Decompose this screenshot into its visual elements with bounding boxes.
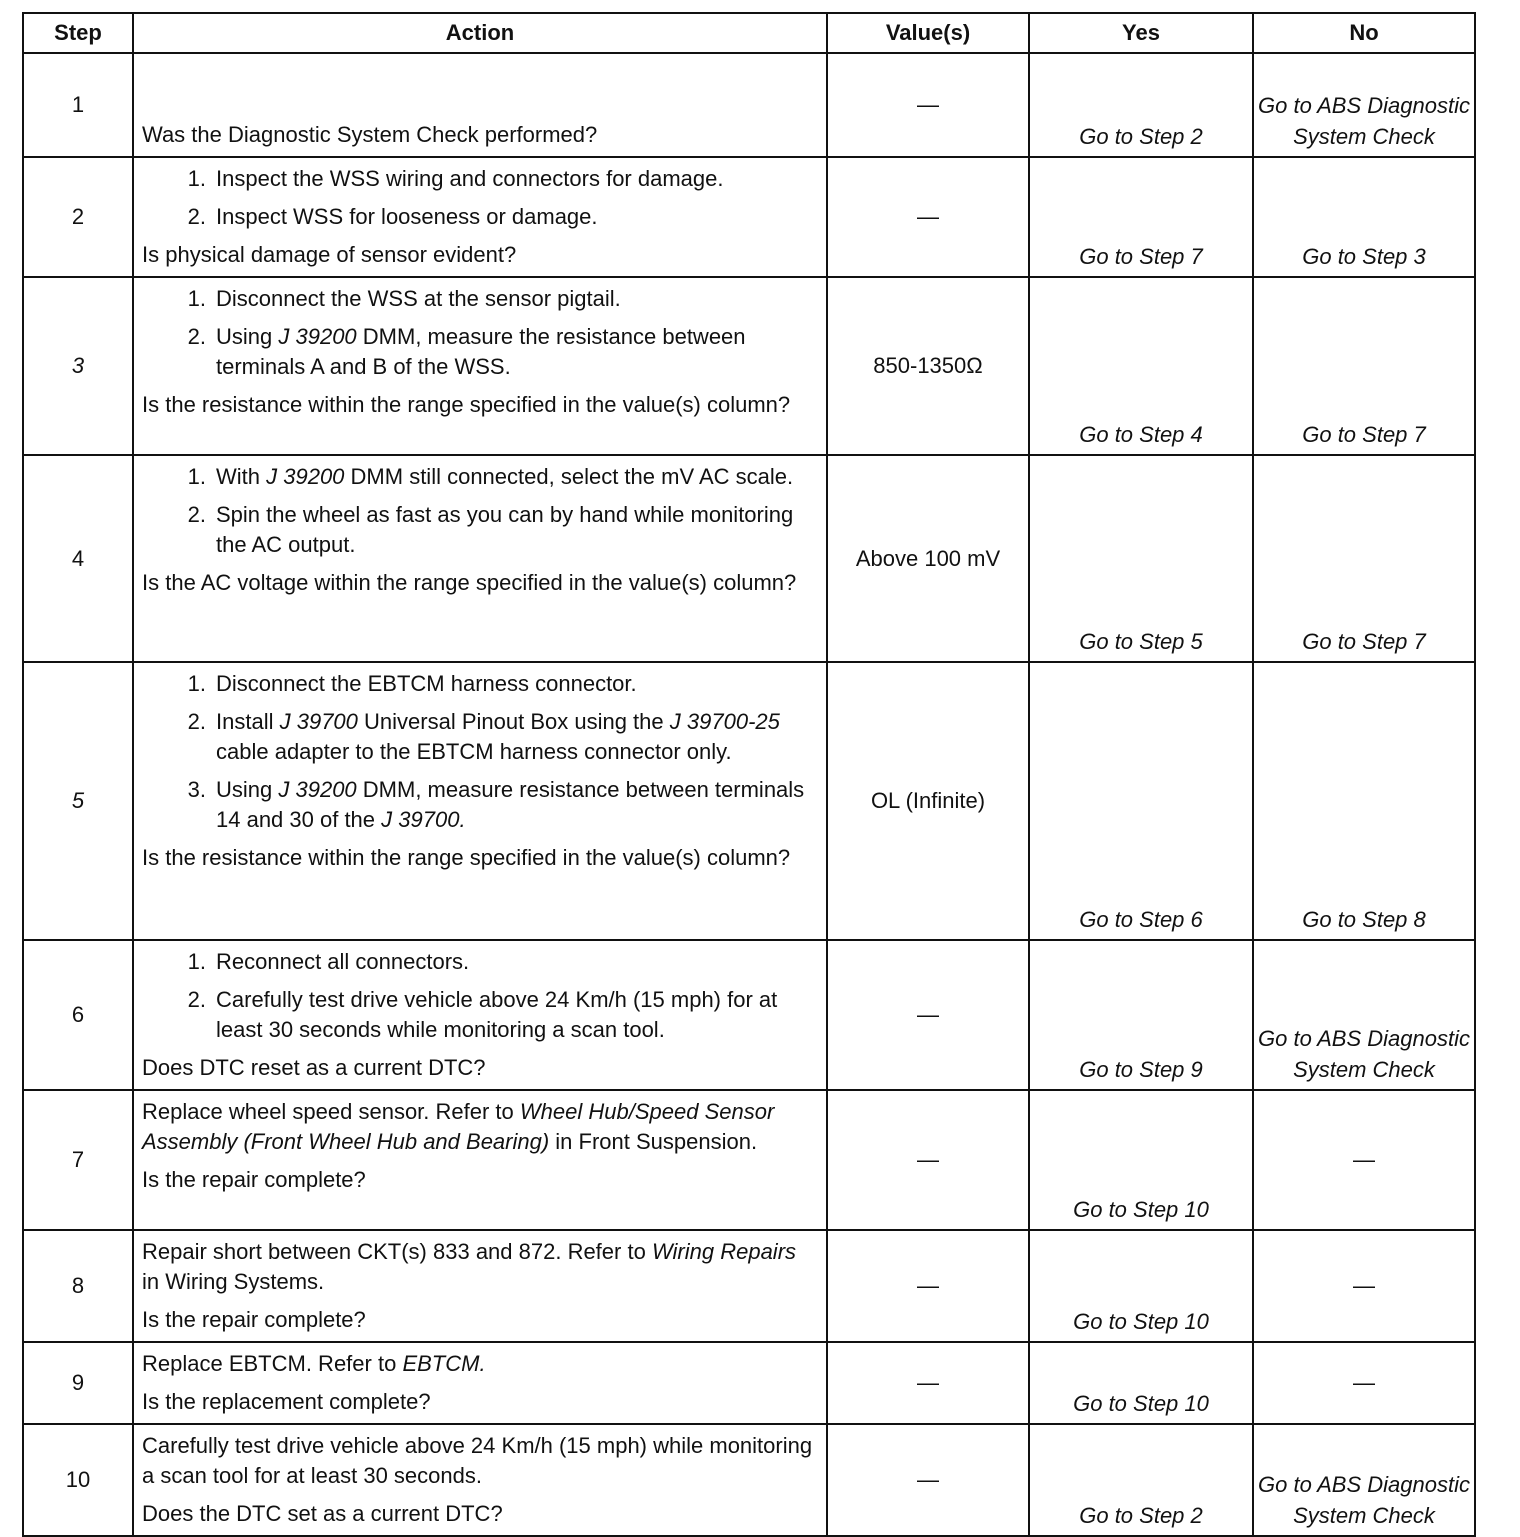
value-cell: 850-1350Ω — [827, 277, 1029, 455]
header-no: No — [1253, 13, 1475, 53]
step-question: Is the resistance within the range specified in the value(s) column? — [142, 845, 791, 870]
action-cell — [133, 940, 827, 1090]
step-question: Is the resistance within the range specified in the value(s) column? — [142, 392, 791, 417]
value-cell: — — [827, 1424, 1029, 1536]
value-cell: — — [827, 1090, 1029, 1230]
yes-link[interactable]: Go to Step 10 — [1029, 1090, 1253, 1230]
no-value: — — [1253, 1230, 1475, 1342]
yes-link[interactable]: Go to Step 2 — [1029, 53, 1253, 157]
table-row — [23, 1230, 1475, 1342]
step-question: Does DTC reset as a current DTC? — [142, 1055, 486, 1080]
action-cell — [133, 662, 827, 940]
table-row — [23, 277, 1475, 455]
list-item: 2. Carefully test drive vehicle above 24 Km/h (15 mph) for at least 30 seconds while monitoring a scan tool. — [187, 987, 778, 1042]
step-text: Repair short between CKT(s) 833 and 872. Refer to Wiring Repairs in Wiring Systems. — [142, 1239, 797, 1294]
yes-link[interactable]: Go to Step 10 — [1029, 1230, 1253, 1342]
no-link[interactable]: Go to Step 8 — [1253, 662, 1475, 940]
value-cell: — — [827, 1342, 1029, 1424]
step-number: 8 — [23, 1230, 133, 1342]
yes-link[interactable]: Go to Step 6 — [1029, 662, 1253, 940]
action-cell — [133, 1342, 827, 1424]
list-item: 2. Install J 39700 Universal Pinout Box using the J 39700-25 cable adapter to the EBTCM harness connector only. — [187, 709, 780, 764]
no-link[interactable]: Go to ABS Diagnostic System Check — [1253, 940, 1475, 1090]
step-number: 3 — [23, 277, 133, 455]
list-item: 1. Disconnect the EBTCM harness connector. — [187, 671, 637, 696]
step-question: Was the Diagnostic System Check performed? — [142, 122, 598, 147]
header-values: Value(s) — [827, 13, 1029, 53]
table-row — [23, 1090, 1475, 1230]
list-item: 2. Inspect WSS for looseness or damage. — [187, 204, 598, 229]
value-cell: — — [827, 53, 1029, 157]
table-row — [23, 1342, 1475, 1424]
step-number: 5 — [23, 662, 133, 940]
header-yes: Yes — [1029, 13, 1253, 53]
step-number: 9 — [23, 1342, 133, 1424]
table-row — [23, 1424, 1475, 1536]
step-text: Replace wheel speed sensor. Refer to Wheel Hub/Speed Sensor Assembly (Front Wheel Hub and Bearing) in Front Suspension. — [142, 1099, 775, 1154]
yes-link[interactable]: Go to Step 2 — [1029, 1424, 1253, 1536]
step-question: Is physical damage of sensor evident? — [142, 242, 517, 267]
step-text: Replace EBTCM. Refer to EBTCM. — [142, 1351, 486, 1376]
header-step: Step — [23, 13, 133, 53]
list-item: 1. Inspect the WSS wiring and connectors for damage. — [187, 166, 724, 191]
yes-link[interactable]: Go to Step 4 — [1029, 277, 1253, 455]
table-row — [23, 455, 1475, 662]
table-row — [23, 53, 1475, 157]
yes-link[interactable]: Go to Step 10 — [1029, 1342, 1253, 1424]
value-cell: Above 100 mV — [827, 455, 1029, 662]
list-item: 1. Disconnect the WSS at the sensor pigtail. — [187, 286, 621, 311]
step-number: 10 — [23, 1424, 133, 1536]
value-cell: OL (Infinite) — [827, 662, 1029, 940]
step-question: Is the repair complete? — [142, 1167, 366, 1192]
step-text: Carefully test drive vehicle above 24 Km/h (15 mph) while monitoring a scan tool for at least 30 seconds. — [142, 1433, 813, 1488]
yes-link[interactable]: Go to Step 9 — [1029, 940, 1253, 1090]
header-action: Action — [133, 13, 827, 53]
step-number: 4 — [23, 455, 133, 662]
no-value: — — [1253, 1090, 1475, 1230]
table-row — [23, 157, 1475, 277]
action-cell — [133, 277, 827, 455]
no-link[interactable]: Go to ABS Diagnostic System Check — [1253, 53, 1475, 157]
action-cell — [133, 1424, 827, 1536]
table-row — [23, 662, 1475, 940]
value-cell: — — [827, 940, 1029, 1090]
no-link[interactable]: Go to ABS Diagnostic System Check — [1253, 1424, 1475, 1536]
yes-link[interactable]: Go to Step 5 — [1029, 455, 1253, 662]
value-cell: — — [827, 1230, 1029, 1342]
list-item: 2. Using J 39200 DMM, measure the resistance between terminals A and B of the WSS. — [187, 324, 746, 379]
action-cell — [133, 1230, 827, 1342]
action-cell — [133, 53, 827, 157]
list-item: 3. Using J 39200 DMM, measure resistance between terminals 14 and 30 of the J 39700. — [187, 777, 805, 832]
no-link[interactable]: Go to Step 7 — [1253, 277, 1475, 455]
step-number: 6 — [23, 940, 133, 1090]
list-item: 2. Spin the wheel as fast as you can by hand while monitoring the AC output. — [187, 502, 794, 557]
action-cell — [133, 455, 827, 662]
list-item: 1. With J 39200 DMM still connected, select the mV AC scale. — [187, 464, 794, 489]
diagnostic-table — [22, 12, 1476, 1537]
step-number: 7 — [23, 1090, 133, 1230]
table-row — [23, 940, 1475, 1090]
header-row — [23, 13, 1475, 53]
list-item: 1. Reconnect all connectors. — [187, 949, 470, 974]
no-link[interactable]: Go to Step 7 — [1253, 455, 1475, 662]
step-question: Is the replacement complete? — [142, 1389, 431, 1414]
action-cell — [133, 1090, 827, 1230]
step-question: Is the AC voltage within the range specified in the value(s) column? — [142, 570, 797, 595]
step-number: 1 — [23, 53, 133, 157]
step-number: 2 — [23, 157, 133, 277]
no-link[interactable]: Go to Step 3 — [1253, 157, 1475, 277]
no-value: — — [1253, 1342, 1475, 1424]
step-question: Does the DTC set as a current DTC? — [142, 1501, 503, 1526]
action-cell — [133, 157, 827, 277]
yes-link[interactable]: Go to Step 7 — [1029, 157, 1253, 277]
value-cell: — — [827, 157, 1029, 277]
step-question: Is the repair complete? — [142, 1307, 366, 1332]
